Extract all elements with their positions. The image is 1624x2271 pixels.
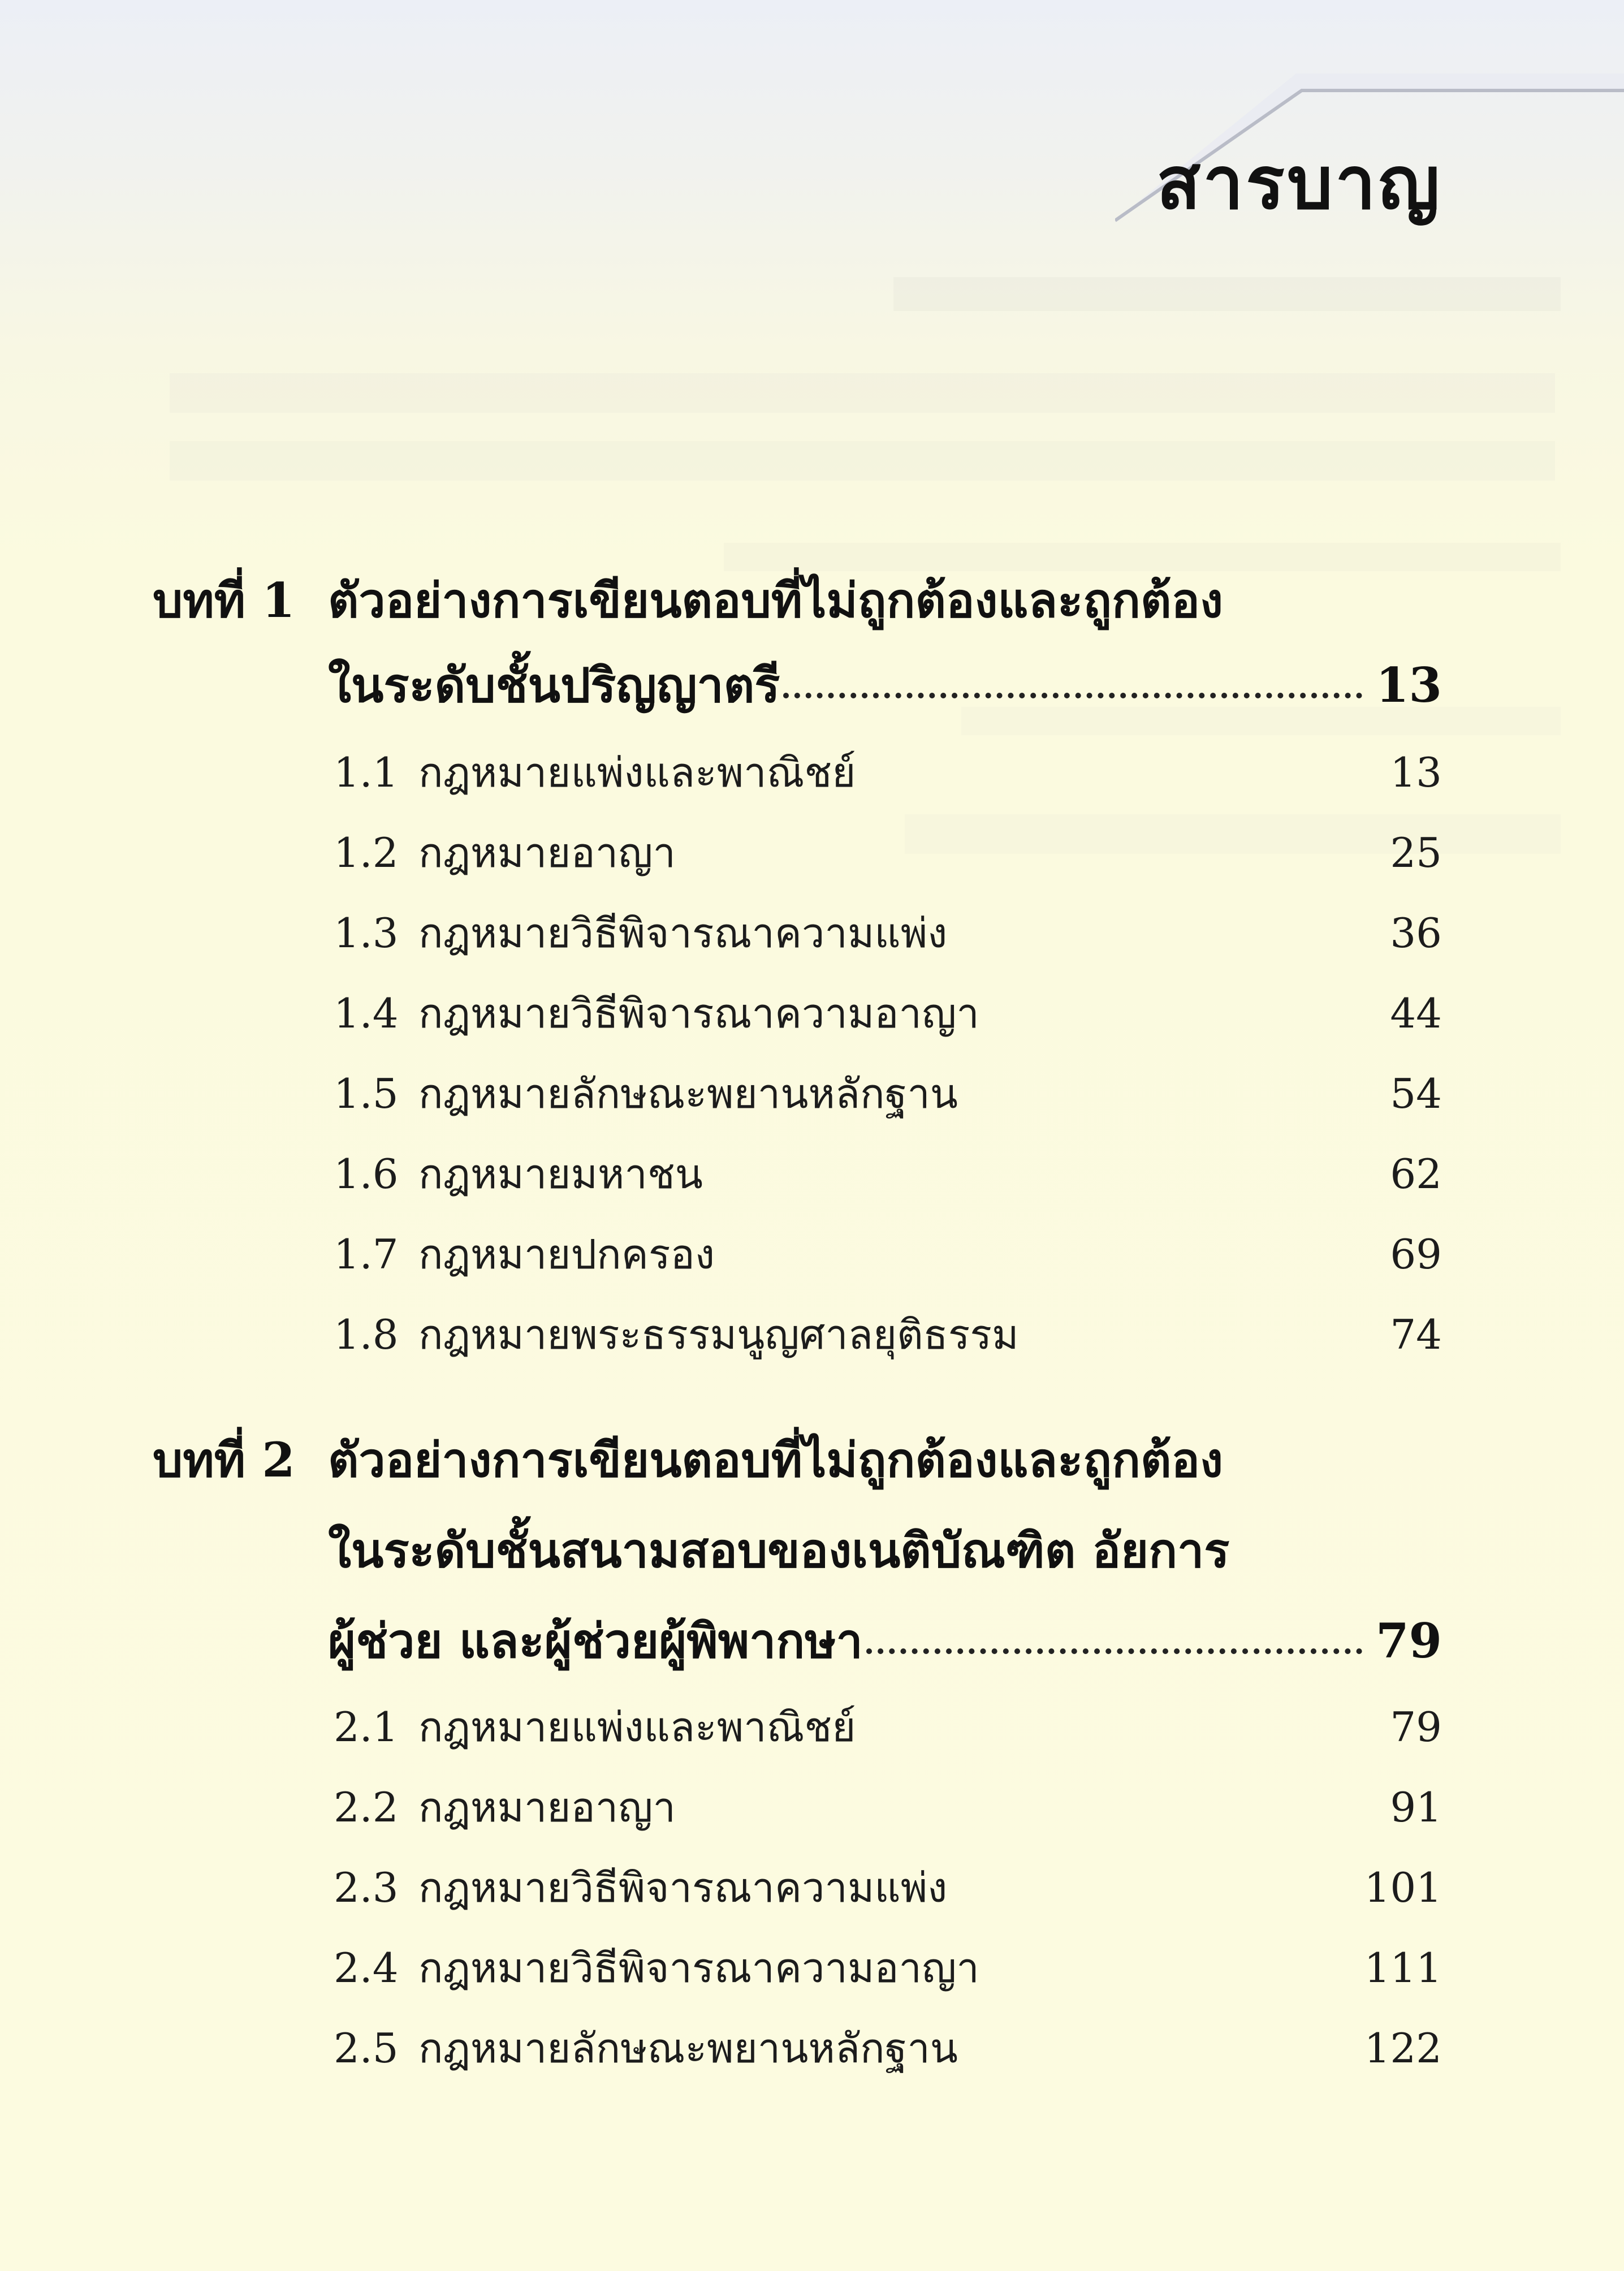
chapter-1-page: 13 (1376, 657, 1442, 713)
section-title: กฎหมายปกครอง (418, 1231, 715, 1278)
chapter-2-label: บทที่ 2 (153, 1432, 295, 1488)
section-number: 2.5 (334, 2024, 399, 2072)
section-page: 62 (1390, 1150, 1442, 1198)
chapter-2-title-line-3 (328, 1613, 1442, 1669)
section-title: กฎหมายวิธีพิจารณาความอาญา (418, 990, 979, 1037)
section-page: 25 (1390, 829, 1442, 877)
toc-entry (334, 1784, 1442, 1831)
toc-entry (334, 909, 1442, 957)
section-title: กฎหมายแพ่งและพาณิชย์ (418, 749, 856, 796)
toc-entry (334, 1311, 1442, 1358)
section-number: 1.5 (334, 1070, 399, 1117)
section-number: 2.3 (334, 1864, 399, 1911)
toc-entry (334, 1864, 1442, 1911)
section-number: 1.1 (334, 749, 399, 796)
chapter-2-title-line-1: ตัวอย่างการเขียนตอบที่ไม่ถูกต้องและถูกต้อง (328, 1432, 1223, 1488)
section-page: 91 (1390, 1784, 1442, 1831)
chapter-1-title-line-1: ตัวอย่างการเขียนตอบที่ไม่ถูกต้องและถูกต้อง (328, 572, 1223, 628)
section-title: กฎหมายวิธีพิจารณาความแพ่ง (418, 909, 948, 957)
section-page: 54 (1390, 1070, 1442, 1117)
dot-leader (866, 1648, 1362, 1654)
chapter-1-label: บทที่ 1 (153, 572, 295, 628)
section-number: 2.2 (334, 1784, 399, 1831)
section-page: 111 (1364, 1944, 1442, 1992)
section-title: กฎหมายพระธรรมนูญศาลยุติธรรม (418, 1311, 1019, 1358)
section-page: 122 (1364, 2024, 1442, 2072)
section-number: 1.7 (334, 1231, 399, 1278)
toc-entry (334, 829, 1442, 877)
section-page: 79 (1390, 1703, 1442, 1751)
section-page: 69 (1390, 1231, 1442, 1278)
section-title: กฎหมายแพ่งและพาณิชย์ (418, 1703, 856, 1751)
section-number: 1.8 (334, 1311, 399, 1358)
section-number: 1.4 (334, 990, 399, 1037)
section-title: กฎหมายอาญา (418, 829, 676, 877)
show-through-shadow (961, 707, 1561, 735)
show-through-shadow (170, 373, 1555, 413)
show-through-shadow (893, 277, 1561, 311)
section-title: กฎหมายลักษณะพยานหลักฐาน (418, 1070, 958, 1117)
toc-entry (334, 990, 1442, 1037)
chapter-1-title-line-2 (328, 657, 1442, 713)
page-title: สารบาญ (1156, 141, 1442, 226)
chapter-2-page: 79 (1376, 1613, 1442, 1669)
section-page: 13 (1390, 749, 1442, 796)
toc-entry (334, 1944, 1442, 1992)
section-number: 1.2 (334, 829, 399, 877)
toc-entry (334, 749, 1442, 796)
section-page: 74 (1390, 1311, 1442, 1358)
dot-leader (783, 693, 1362, 698)
section-title: กฎหมายวิธีพิจารณาความอาญา (418, 1944, 979, 1992)
toc-entry (334, 2024, 1442, 2072)
toc-entry (334, 1231, 1442, 1278)
section-number: 1.6 (334, 1150, 399, 1198)
section-number: 2.4 (334, 1944, 399, 1992)
toc-entry (334, 1070, 1442, 1117)
section-page: 44 (1390, 990, 1442, 1037)
show-through-shadow (724, 543, 1561, 571)
section-title: กฎหมายลักษณะพยานหลักฐาน (418, 2024, 958, 2072)
chapter-2-title-text: ผู้ช่วย และผู้ช่วยผู้พิพากษา (328, 1613, 863, 1669)
section-page: 101 (1364, 1864, 1442, 1911)
toc-entry (334, 1150, 1442, 1198)
chapter-2-title-line-2: ในระดับชั้นสนามสอบของเนติบัณฑิต อัยการ (328, 1522, 1230, 1578)
section-title: กฎหมายวิธีพิจารณาความแพ่ง (418, 1864, 948, 1911)
section-page: 36 (1390, 909, 1442, 957)
section-title: กฎหมายอาญา (418, 1784, 676, 1831)
section-number: 1.3 (334, 909, 399, 957)
chapter-1-title-text: ในระดับชั้นปริญญาตรี (328, 657, 780, 713)
show-through-shadow (170, 441, 1555, 481)
section-title: กฎหมายมหาชน (418, 1150, 703, 1198)
section-number: 2.1 (334, 1703, 399, 1751)
toc-entry (334, 1703, 1442, 1751)
